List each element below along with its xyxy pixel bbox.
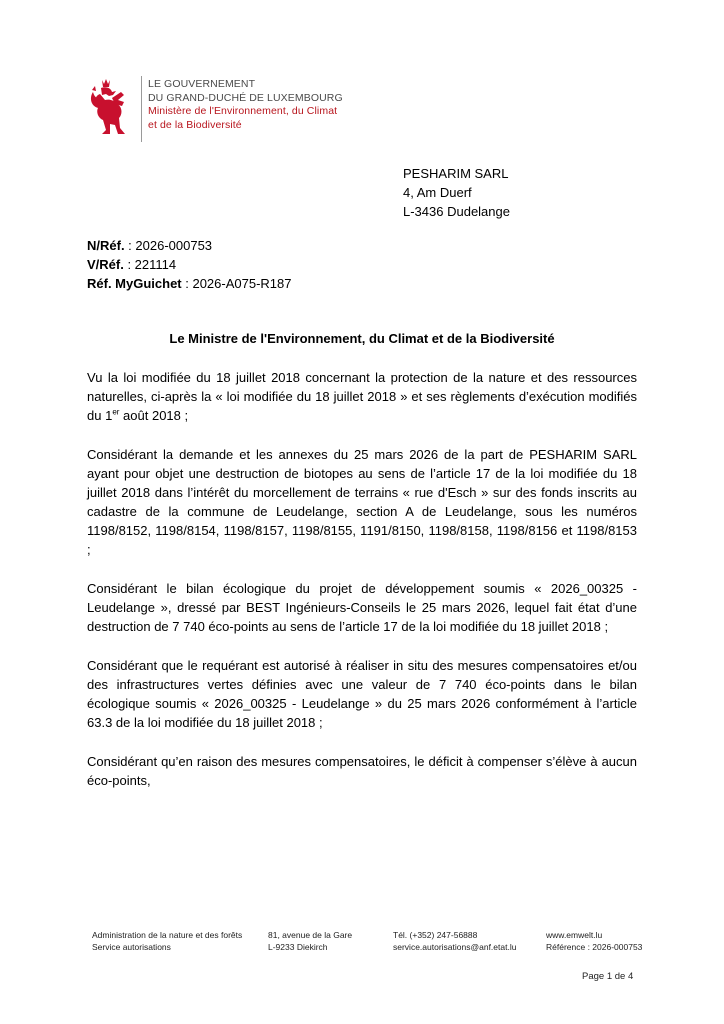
paragraph-4: Considérant que le requérant est autorisé à réaliser in situ des mesures compensatoires et/ou des infrastructures vertes définies avec une valeur de 7 740 éco-points dans le bilan écologique soumis « 2026_00325 - Leudelange » du 25 mars 2026 conformément à l’article 63.3 de la loi modifiée du 18 juillet 2018 ;: [87, 658, 637, 730]
letterhead-divider: [141, 76, 142, 142]
footer-service-name: Service autorisations: [92, 942, 171, 952]
footer-contact: [393, 929, 516, 953]
your-reference-value: : 221114: [123, 257, 177, 272]
reference-block: [87, 236, 291, 293]
myguichet-reference: [87, 274, 291, 293]
document-body: [87, 368, 637, 810]
recipient-city: L-3436 Dudelange: [403, 204, 510, 219]
footer-phone: Tél. (+352) 247-56888: [393, 930, 478, 940]
footer-website: [546, 929, 642, 953]
footer-email: service.autorisations@anf.etat.lu: [393, 942, 517, 952]
our-reference: [87, 236, 291, 255]
paragraph-1-superscript: er: [112, 407, 120, 417]
footer-administration-name: Administration de la nature et des forêts: [92, 930, 243, 940]
paragraph-5: Considérant qu’en raison des mesures compensatoires, le déficit à compenser s’élève à aucun éco-points,: [87, 754, 637, 788]
page-number: Page 1 de 4: [582, 971, 634, 982]
footer-street: 81, avenue de la Gare: [268, 930, 353, 940]
letterhead-organization: [148, 78, 343, 132]
paragraph-1: [87, 368, 637, 425]
your-reference: [87, 255, 291, 274]
paragraph-1-text-b: août 2018 ;: [119, 408, 189, 423]
footer-url: www.emwelt.lu: [546, 930, 603, 940]
paragraph-1-text-a: Vu la loi modifiée du 18 juillet 2018 concernant la protection de la nature et des ressources naturelles, ci-après la « loi modifiée du 18 juillet 2018 » et ses règlements d’exécution modifiés du 1: [87, 370, 637, 423]
myguichet-reference-value: : 2026-A075-R187: [181, 276, 292, 291]
myguichet-reference-label: Réf. MyGuichet: [87, 276, 182, 291]
footer-reference: Référence : 2026-000753: [546, 942, 643, 952]
government-line-2: DU GRAND-DUCHÉ DE LUXEMBOURG: [148, 91, 343, 104]
paragraph-2: Considérant la demande et les annexes du 25 mars 2026 de la part de PESHARIM SARL ayant pour objet une destruction de biotopes au sens de l’article 17 de la loi modifiée du 18 juillet 2018 dans l’intérêt du morcellement de terrains « rue d'Esch » sur des fonds inscrits au cadastre de la commune de Leudelange, section A de Leudelange, sous les numéros 1198/8152, 1198/8154, 1198/8157, 1198/8155, 1191/8150, 1198/8158, 1198/8156 et 1198/8153 ;: [87, 447, 637, 557]
recipient-name: PESHARIM SARL: [403, 166, 509, 181]
our-reference-label: N/Réf.: [87, 238, 125, 253]
paragraph-3: Considérant le bilan écologique du projet de développement soumis « 2026_00325 - Leudelange », dressé par BEST Ingénieurs-Conseils le 25 mars 2026, lequel fait état d’une destruction de 7 740 éco-points au sens de l’article 17 de la loi modifiée du 18 juillet 2018 ;: [87, 581, 637, 634]
luxembourg-red-lion-logo: [88, 78, 132, 136]
your-reference-label: V/Réf.: [87, 257, 124, 272]
footer-administration: [92, 929, 242, 953]
ministry-line-1: Ministère de l'Environnement, du Climat: [148, 105, 338, 117]
document-title: Le Ministre de l'Environnement, du Climat et de la Biodiversité: [169, 331, 555, 346]
our-reference-value: : 2026-000753: [124, 238, 213, 253]
ministry-line-2: et de la Biodiversité: [148, 118, 242, 131]
footer-city: L-9233 Diekirch: [268, 942, 328, 952]
footer-address: [268, 929, 352, 953]
recipient-street: 4, Am Duerf: [403, 185, 472, 200]
government-line-1: LE GOUVERNEMENT: [148, 78, 256, 90]
recipient-address: [403, 164, 510, 221]
